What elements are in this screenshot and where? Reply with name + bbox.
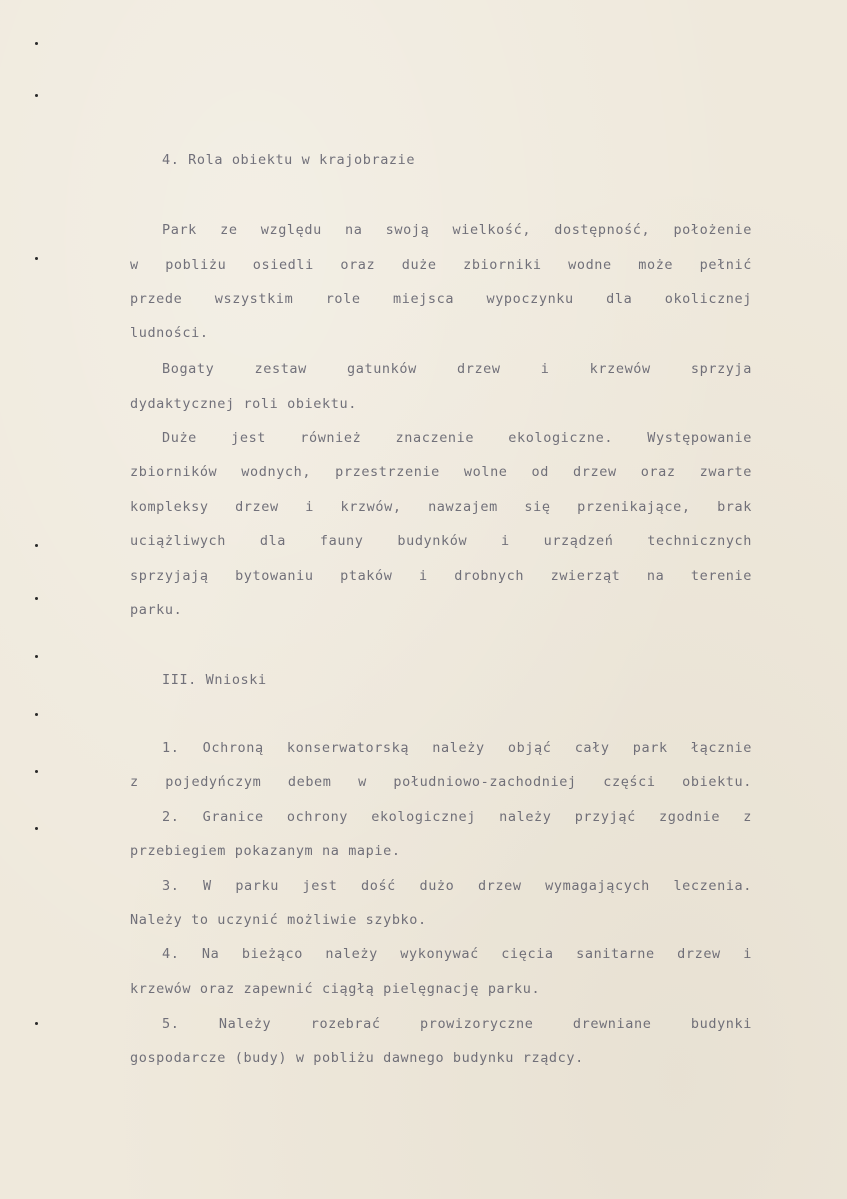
conclusion-line: 2. Granice ochrony ekologicznej należy przyjąć zgodnie z xyxy=(162,809,752,825)
paragraph-line: uciążliwych dla fauny budynków i urządzeń technicznych xyxy=(130,533,752,549)
punch-hole xyxy=(35,597,38,600)
punch-hole xyxy=(35,655,38,658)
punch-hole xyxy=(35,42,38,45)
punch-hole xyxy=(35,827,38,830)
paragraph-line: sprzyjają bytowaniu ptaków i drobnych zwierząt na terenie xyxy=(130,568,752,584)
paragraph-line: dydaktycznej roli obiektu. xyxy=(130,396,357,412)
paragraph-line: parku. xyxy=(130,602,183,618)
conclusion-line: 3. W parku jest dość dużo drzew wymagających leczenia. xyxy=(162,878,752,894)
punch-hole xyxy=(35,257,38,260)
paragraph-line: w pobliżu osiedli oraz duże zbiorniki wodne może pełnić xyxy=(130,257,752,273)
punch-hole xyxy=(35,544,38,547)
conclusion-line: gospodarcze (budy) w pobliżu dawnego budynku rządcy. xyxy=(130,1050,584,1066)
paragraph-line: ludności. xyxy=(130,325,209,341)
conclusion-line: 5. Należy rozebrać prowizoryczne drewniane budynki xyxy=(162,1016,752,1032)
conclusion-line: 4. Na bieżąco należy wykonywać cięcia sanitarne drzew i xyxy=(162,946,752,962)
paragraph-line: Duże jest również znaczenie ekologiczne. Występowanie xyxy=(162,430,752,446)
paragraph-line: kompleksy drzew i krzwów, nawzajem się przenikające, brak xyxy=(130,499,752,515)
section-heading: III. Wnioski xyxy=(162,672,267,688)
conclusion-line: 1. Ochroną konserwatorską należy objąć cały park łącznie xyxy=(162,740,752,756)
punch-hole xyxy=(35,770,38,773)
punch-hole xyxy=(35,1022,38,1025)
conclusion-line: Należy to uczynić możliwie szybko. xyxy=(130,912,427,928)
paragraph-line: przede wszystkim role miejsca wypoczynku dla okolicznej xyxy=(130,291,752,307)
paragraph-line: Bogaty zestaw gatunków drzew i krzewów sprzyja xyxy=(162,361,752,377)
conclusion-line: przebiegiem pokazanym na mapie. xyxy=(130,843,401,859)
paragraph-line: zbiorników wodnych, przestrzenie wolne od drzew oraz zwarte xyxy=(130,464,752,480)
conclusion-line: z pojedyńczym debem w południowo-zachodniej części obiektu. xyxy=(130,774,752,790)
conclusion-line: krzewów oraz zapewnić ciągłą pielęgnację parku. xyxy=(130,981,541,997)
paragraph-line: Park ze względu na swoją wielkość, dostępność, położenie xyxy=(162,222,752,238)
punch-hole xyxy=(35,713,38,716)
section-heading: 4. Rola obiektu w krajobrazie xyxy=(162,152,416,168)
punch-hole xyxy=(35,94,38,97)
